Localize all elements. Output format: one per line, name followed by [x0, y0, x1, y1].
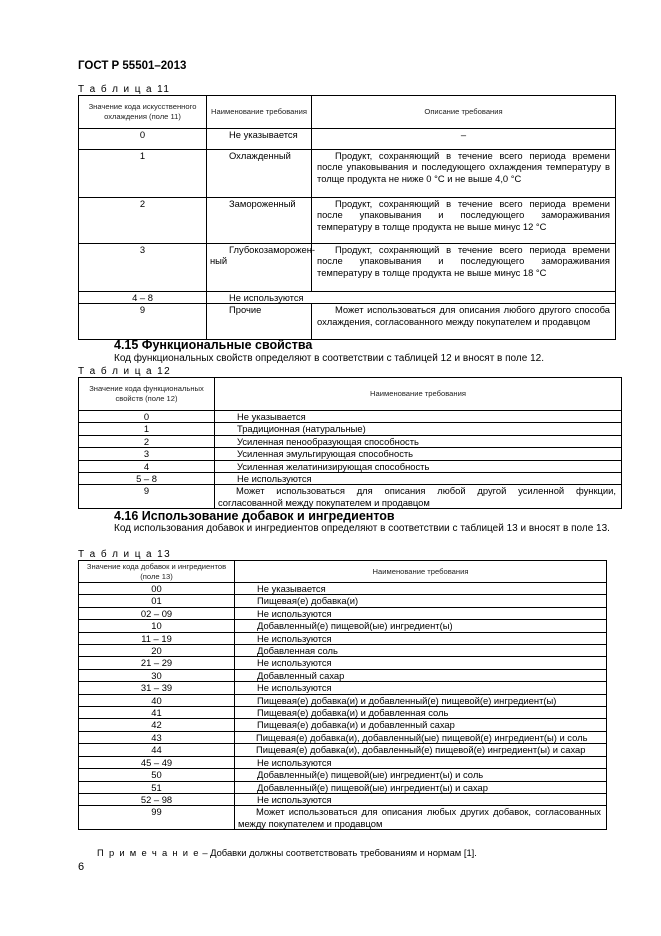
table-row — [79, 682, 607, 694]
table13-name: Не используются — [235, 632, 607, 644]
table11-name: Не используются — [207, 292, 616, 304]
table11-name: Прочие — [207, 304, 312, 340]
table-row — [79, 435, 622, 447]
table13-name: Не используются — [235, 682, 607, 694]
table-row — [79, 607, 607, 619]
table13-name: Добавленный(е) пищевой(ые) ингредиент(ы) — [235, 620, 607, 632]
table11-header-name: Наименование требования — [207, 96, 312, 129]
table13-note — [97, 847, 477, 858]
section-4-15-text: Код функциональных свойств определяют в соответствии с таблицей 12 и вносят в поле 12. — [114, 353, 544, 364]
table11-code: 0 — [79, 129, 207, 150]
table13-name: Пищевая(е) добавка(и), добавленный(е) пищевой(е) ингредиент(ы) и сахар — [235, 744, 607, 756]
table13-code: 52 – 98 — [79, 793, 235, 805]
table-row — [79, 473, 622, 485]
table12-name: Может использоваться для описания любой другой усиленной функции, согласованной между покупателем и продавцом — [215, 485, 622, 509]
table11-code: 9 — [79, 304, 207, 340]
table-row — [79, 719, 607, 731]
note-text: – Добавки должны соответствовать требованиям и нормам [1]. — [199, 847, 477, 858]
table11-caption: Т а б л и ц а 11 — [78, 84, 171, 95]
table11-name: Замороженный — [207, 198, 312, 244]
table-row — [79, 806, 607, 830]
table13-code: 21 – 29 — [79, 657, 235, 669]
table11-desc: Продукт, сохраняющий в течение всего периода времени после упаковывания и последующего замораживания температуру в толще продукта не выше минус 18 °С — [312, 244, 616, 292]
table12-code: 9 — [79, 485, 215, 509]
table-row — [79, 129, 616, 150]
section-4-16-title: 4.16 Использование добавок и ингредиентов — [114, 509, 395, 523]
table-row — [79, 244, 616, 292]
table13-name: Добавленная соль — [235, 645, 607, 657]
table13-code: 99 — [79, 806, 235, 830]
table12-header-code: Значение кода функциональных свойств (поле 12) — [79, 378, 215, 411]
table-row — [79, 292, 616, 304]
table11-desc: – — [312, 129, 616, 150]
table12 — [78, 377, 622, 509]
table-row — [79, 756, 607, 768]
table13-name: Пищевая(е) добавка(и) — [235, 595, 607, 607]
table-row — [79, 198, 616, 244]
table-row — [79, 423, 622, 435]
table-row — [79, 669, 607, 681]
table11-code: 4 – 8 — [79, 292, 207, 304]
table-row — [79, 583, 607, 595]
table-row — [79, 460, 622, 472]
table-row — [79, 595, 607, 607]
table11-header-code: Значение кода искусственного охлаждения (поле 11) — [79, 96, 207, 129]
table11-desc: Продукт, сохраняющий в течение всего периода времени после упаковывания и последующего охлаждения температуру в толще продукта не ниже 0 °С и не выше 4,0 °С — [312, 150, 616, 198]
table13-code: 30 — [79, 669, 235, 681]
table12-name: Усиленная эмульгирующая способность — [215, 448, 622, 460]
table-row — [79, 448, 622, 460]
note-label: П р и м е ч а н и е — [97, 847, 200, 858]
table13-code: 31 – 39 — [79, 682, 235, 694]
table12-name: Усиленная желатинизирующая способность — [215, 460, 622, 472]
section-4-15-title: 4.15 Функциональные свойства — [114, 338, 313, 352]
table11-desc: Может использоваться для описания любого другого способа охлаждения, согласованного между покупателем и продавцом — [312, 304, 616, 340]
table11-name: Не указывается — [207, 129, 312, 150]
table13-name: Не используются — [235, 756, 607, 768]
table12-code: 4 — [79, 460, 215, 472]
table11-desc: Продукт, сохраняющий в течение всего периода времени после упаковывания и последующего замораживания температуру в толще продукта не выше минус 12 °С — [312, 198, 616, 244]
document-id: ГОСТ Р 55501–2013 — [78, 60, 187, 72]
table13-code: 42 — [79, 719, 235, 731]
table12-name: Не используются — [215, 473, 622, 485]
page-number: 6 — [78, 861, 85, 873]
table13-code: 43 — [79, 731, 235, 743]
table-row — [79, 150, 616, 198]
table12-code: 1 — [79, 423, 215, 435]
table11-name: Глубокозаморожен-ный — [207, 244, 312, 292]
table13-code: 50 — [79, 769, 235, 781]
table-row — [79, 304, 616, 340]
table11 — [78, 95, 616, 340]
table13-caption: Т а б л и ц а 13 — [78, 549, 172, 560]
table13-name: Не используются — [235, 793, 607, 805]
table12-code: 3 — [79, 448, 215, 460]
table13-code: 44 — [79, 744, 235, 756]
table-row — [79, 485, 622, 509]
table-row — [79, 645, 607, 657]
table11-header-desc: Описание требования — [312, 96, 616, 129]
table12-name: Традиционная (натуральные) — [215, 423, 622, 435]
table-row — [79, 694, 607, 706]
table12-name: Не указывается — [215, 411, 622, 423]
table13-code: 00 — [79, 583, 235, 595]
table11-code: 2 — [79, 198, 207, 244]
table-row — [79, 744, 607, 756]
table13-name: Не используются — [235, 607, 607, 619]
table12-caption: Т а б л и ц а 12 — [78, 366, 172, 377]
table13-header-name: Наименование требования — [235, 561, 607, 583]
table-row — [79, 781, 607, 793]
table13-code: 41 — [79, 707, 235, 719]
table12-name: Усиленная пенообразующая способность — [215, 435, 622, 447]
table13-name: Пищевая(е) добавка(и) и добавленный сахар — [235, 719, 607, 731]
table13-name: Добавленный(е) пищевой(ые) ингредиент(ы) и соль — [235, 769, 607, 781]
table13-code: 02 – 09 — [79, 607, 235, 619]
table13-name: Пищевая(е) добавка(и) и добавленная соль — [235, 707, 607, 719]
table13-code: 01 — [79, 595, 235, 607]
table12-code: 2 — [79, 435, 215, 447]
table-row — [79, 620, 607, 632]
table13-name: Пищевая(е) добавка(и), добавленный(ые) пищевой(е) ингредиент(ы) и соль — [235, 731, 607, 743]
table-row — [79, 632, 607, 644]
table13 — [78, 560, 607, 830]
table11-code: 3 — [79, 244, 207, 292]
table-row — [79, 731, 607, 743]
table-row — [79, 411, 622, 423]
table13-code: 11 – 19 — [79, 632, 235, 644]
table12-header-name: Наименование требования — [215, 378, 622, 411]
table13-name: Пищевая(е) добавка(и) и добавленный(е) пищевой(е) ингредиент(ы) — [235, 694, 607, 706]
table13-code: 40 — [79, 694, 235, 706]
table-row — [79, 793, 607, 805]
table13-name: Не используются — [235, 657, 607, 669]
table13-name: Может использоваться для описания любых других добавок, согласованных между покупателем и продавцом — [235, 806, 607, 830]
table12-code: 0 — [79, 411, 215, 423]
table13-code: 10 — [79, 620, 235, 632]
section-4-16-text: Код использования добавок и ингредиентов определяют в соответствии с таблицей 13 и вносят в поле 13. — [114, 523, 610, 534]
table11-name: Охлажденный — [207, 150, 312, 198]
table-row — [79, 657, 607, 669]
table13-name: Добавленный сахар — [235, 669, 607, 681]
table11-code: 1 — [79, 150, 207, 198]
table13-name: Не указывается — [235, 583, 607, 595]
table-row — [79, 769, 607, 781]
table12-code: 5 – 8 — [79, 473, 215, 485]
table13-name: Добавленный(е) пищевой(ые) ингредиент(ы) и сахар — [235, 781, 607, 793]
table13-code: 51 — [79, 781, 235, 793]
table13-header-code: Значение кода добавок и ингредиентов (поле 13) — [79, 561, 235, 583]
table13-code: 20 — [79, 645, 235, 657]
table13-code: 45 – 49 — [79, 756, 235, 768]
table-row — [79, 707, 607, 719]
